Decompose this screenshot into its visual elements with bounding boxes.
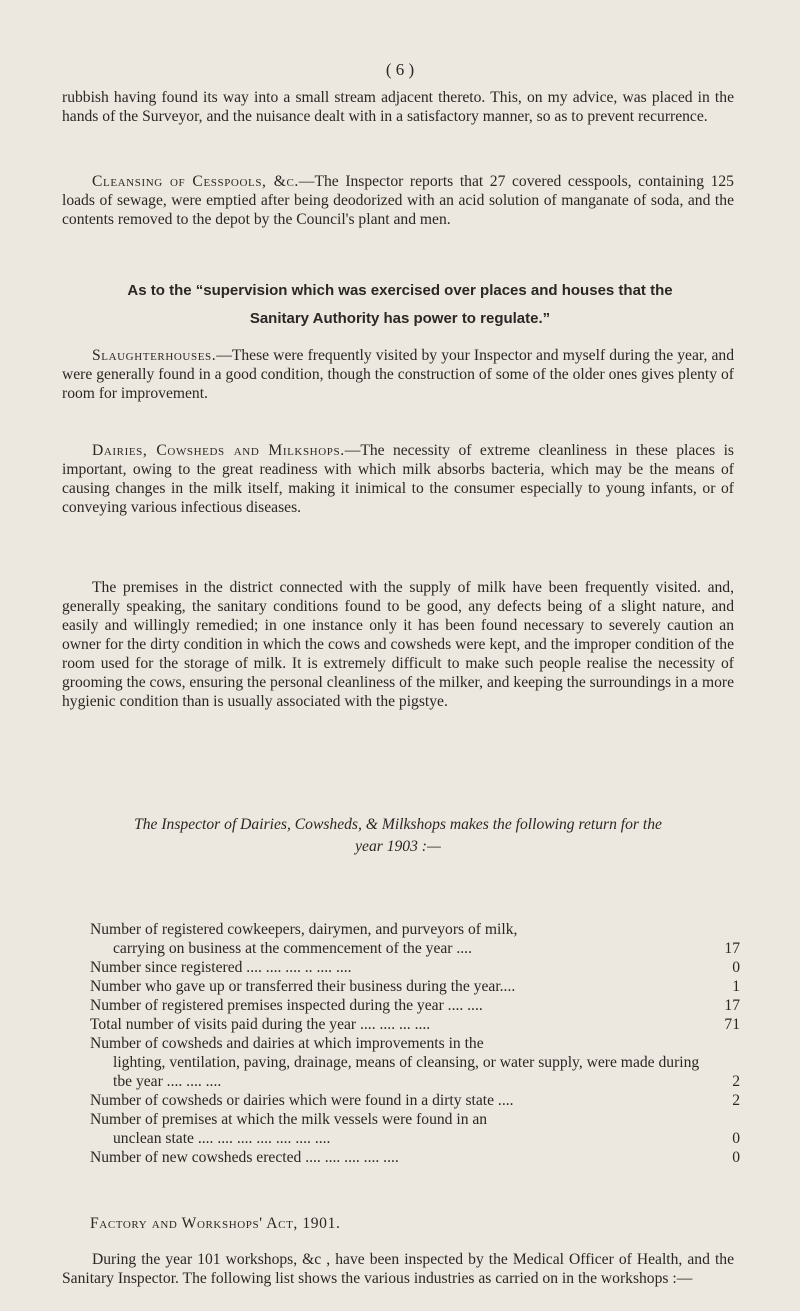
factory-act-heading: Factory and Workshops' Act, 1901.	[90, 1215, 341, 1232]
return-value: 17	[724, 997, 740, 1014]
return-row: Number of new cowsheds erected .... .... .... .... .... 0	[90, 1149, 740, 1166]
return-value: 71	[724, 1016, 740, 1033]
page-number: ( 6 )	[385, 60, 415, 79]
paragraph-slaughterhouses	[62, 346, 734, 403]
return-value: 2	[732, 1073, 740, 1090]
cesspools-heading: Cleansing of Cesspools, &c.	[92, 173, 299, 190]
return-intro-line1: The Inspector of Dairies, Cowsheds, & Milkshops makes the following return for the	[134, 816, 662, 833]
slaughterhouses-heading: Slaughterhouses.	[92, 347, 217, 364]
return-intro-line2: year 1903 :—	[355, 838, 441, 855]
return-row: Number of cowsheds or dairies which were found in a dirty state .... 2	[90, 1092, 740, 1109]
return-value: 17	[724, 940, 740, 957]
return-row: Total number of visits paid during the year .... .... ... .... 71	[90, 1016, 740, 1033]
return-row: Number of registered premises inspected during the year .... .... 17	[90, 997, 740, 1014]
return-value: 0	[732, 1149, 740, 1166]
cesspools-text: —The Inspector reports that 27 covered cesspools, containing 125 loads of sewage, were emptied after being deodorized with an acid solution of manganate of soda, and the contents removed to the depot by the Council's plant and men.	[62, 173, 734, 228]
return-value: 2	[732, 1092, 740, 1109]
dairies-heading: Dairies, Cowsheds and Milkshops.	[92, 442, 345, 459]
return-row: Number of cowsheds and dairies at which improvements in the lighting, ventilation, paving, drainage, means of cleansing, or water supply, were made during tbe year .... .... .... 2	[90, 1035, 740, 1090]
paragraph-rubbish: rubbish having found its way into a small stream adjacent thereto. This, on my advice, was placed in the hands of the Surveyor, and the nuisance dealt with in a satisfactory manner, so as to prevent recurrence.	[62, 89, 734, 125]
return-value: 0	[732, 1130, 740, 1147]
paragraph-workshops: During the year 101 workshops, &c , have been inspected by the Medical Officer of Health, and the Sanitary Inspector. The following list shows the various industries as carried on in the workshops :—	[62, 1251, 734, 1287]
supervision-heading-line2: Sanitary Authority has power to regulate.”	[249, 310, 551, 327]
return-value: 0	[732, 959, 740, 976]
dairies-text: —The necessity of extreme cleanliness in these places is important, owing to the great readiness with which milk absorbs bacteria, which may be the means of causing changes in the milk itself, making it inimical to the consumer especially to young infants, or of conveying various infectious diseases.	[62, 442, 734, 516]
slaughterhouses-text: —These were frequently visited by your Inspector and myself during the year, and were generally found in a good condition, though the construction of some of the older ones gives plenty of room for improvement.	[62, 347, 734, 402]
return-row: Number of premises at which the milk vessels were found in an unclean state .... .... .... .... .... .... .... 0	[90, 1111, 740, 1147]
return-row: Number of registered cowkeepers, dairymen, and purveyors of milk, carrying on business at the commencement of the year .... 17	[90, 921, 740, 957]
paragraph-premises: The premises in the district connected with the supply of milk have been frequently visited. and, generally speaking, the sanitary conditions found to be good, any defects being of a slight nature, and easily and willingly remedied; in one instance only it has been found necessary to severely caution an owner for the dirty condition in which the cows and cowsheds were kept, and the improper condition of the room used for the storage of milk. It is extremely difficult to make such people realise the necessity of grooming the cows, ensuring the personal cleanliness of the milker, and keeping the surroundings in a more hygienic condition than is usually associated with the pigstye.	[62, 579, 734, 710]
dairy-return-table	[90, 920, 740, 1167]
paragraph-dairies	[62, 441, 734, 517]
return-row: Number since registered .... .... .... .. .... .... 0	[90, 959, 740, 976]
return-row: Number who gave up or transferred their business during the year.... 1	[90, 978, 740, 995]
supervision-heading-line1: As to the “supervision which was exercised over places and houses that the	[127, 282, 673, 299]
paragraph-cesspools	[62, 172, 734, 229]
return-value: 1	[732, 978, 740, 995]
